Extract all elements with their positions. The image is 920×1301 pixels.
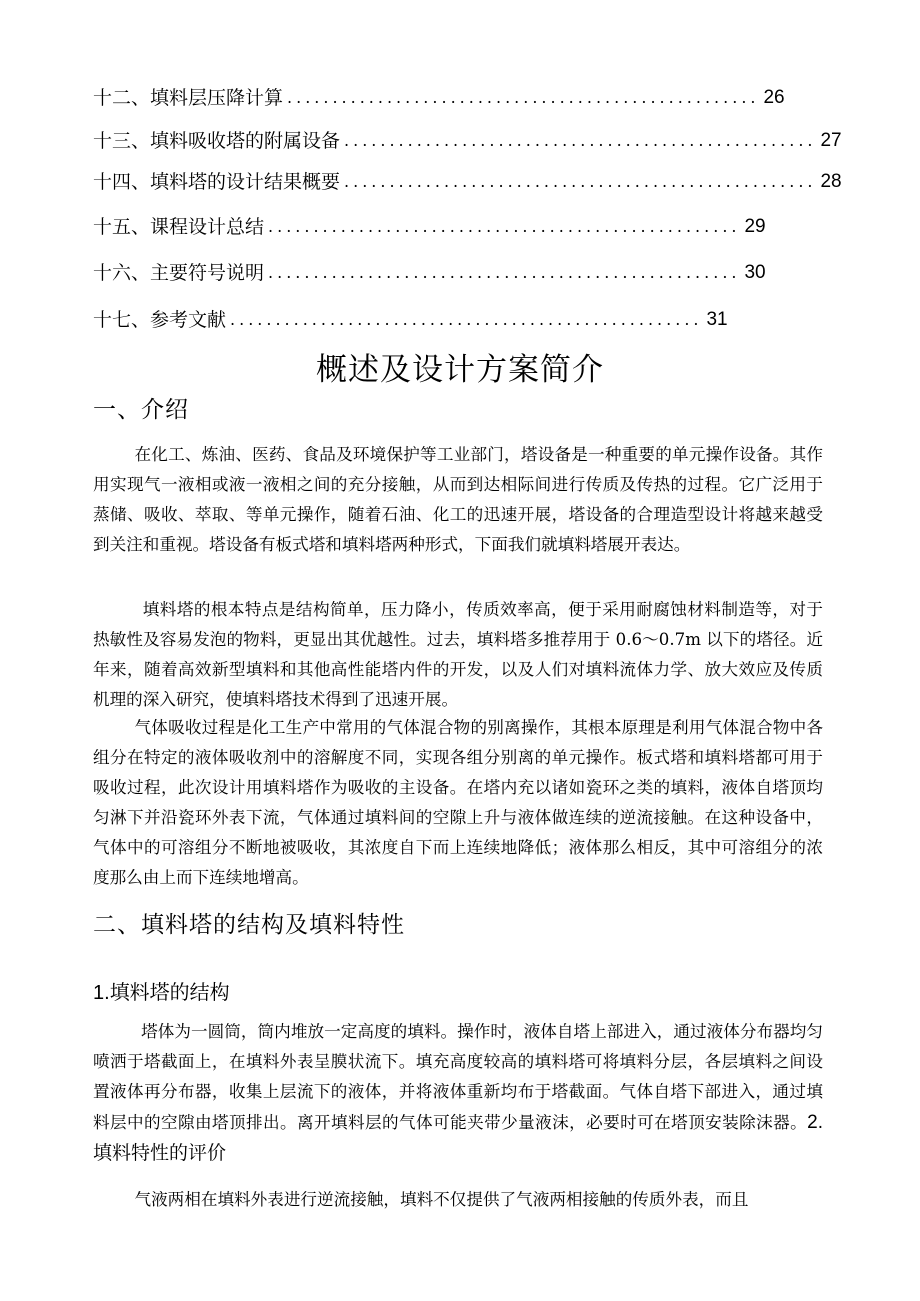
toc-entry[interactable]	[93, 123, 842, 153]
toc-leader-dots: ....................................................	[287, 88, 760, 107]
subsection-label: 填料特性的评价	[93, 1142, 227, 1164]
toc-entry-label: 十六、主要符号说明	[93, 262, 265, 284]
toc-leader-dots: ....................................................	[268, 217, 741, 236]
subsection-heading-structure	[93, 978, 230, 1007]
subsection-number: 2.	[807, 1112, 823, 1133]
paragraph	[93, 1017, 823, 1169]
paragraph-text: 气液两相在填料外表进行逆流接触，填料不仅提供了气液两相接触的传质外表，而且	[134, 1190, 749, 1209]
toc-entry-page: 29	[744, 216, 766, 237]
paragraph-text: 在化工、炼油、医药、食品及环境保护等工业部门，塔设备是一种重要的单元操作设备。其作用实现气一液相或液一液相之间的充分接触，从而到达相际间进行传质及传热的过程。它广泛用于蒸储、吸收、萃取、等单元操作，随着石油、化工的迅速开展，塔设备的合理造型设计将越来越受到关注和重视。塔设备有板式塔和填料塔两种形式，下面我们就填料塔展开表达。	[93, 445, 823, 554]
toc-entry-page: 26	[763, 87, 785, 108]
paragraph	[93, 595, 823, 715]
toc-entry-label: 十二、填料层压降计算	[93, 87, 284, 109]
toc-entry[interactable]	[93, 302, 728, 332]
toc-entry[interactable]	[93, 209, 766, 239]
toc-entry-label: 十四、填料塔的设计结果概要	[93, 171, 341, 193]
toc-entry-label: 十五、课程设计总结	[93, 216, 265, 238]
toc-leader-dots: ....................................................	[268, 263, 741, 282]
toc-leader-dots: ....................................................	[344, 131, 817, 150]
paragraph	[93, 440, 823, 560]
toc-entry-label: 十七、参考文献	[93, 309, 227, 331]
toc-entry-page: 30	[744, 262, 766, 283]
paragraph-text: 塔体为一圆筒，筒内堆放一定高度的填料。操作时，液体自塔上部进入，通过液体分布器均匀喷洒于塔截面上，在填料外表呈膜状流下。填充高度较高的填料塔可将填料分层，各层填料之间设置液体再分布器，收集上层流下的液体，并将液体重新均布于塔截面。气体自塔下部进入，通过填料层中的空隙由塔顶排出。离开填料层的气体可能夹带少量液沫，必要时可在塔顶安装除沫器。	[93, 1022, 823, 1132]
subsection-label: 填料塔的结构	[109, 980, 230, 1004]
paragraph-text: 填料塔的根本特点是结构简单，压力降小，传质效率高，便于采用耐腐蚀材料制造等，对于热敏性及容易发泡的物料，更显出其优越性。过去，填料塔多推荐用于 0.6～0.7m 以下的塔径。近年来，随着高效新型填料和其他高性能塔内件的开发，以及人们对填料流体力学、放大效应及传质机理的深入研究，使填料塔技术得到了迅速开展。	[93, 600, 823, 709]
toc-entry[interactable]	[93, 80, 785, 110]
toc-entry-label: 十三、填料吸收塔的附属设备	[93, 130, 341, 152]
paragraph	[93, 713, 823, 893]
paragraph	[93, 1185, 823, 1215]
toc-entry-page: 27	[820, 130, 842, 151]
toc-entry-page: 28	[820, 171, 842, 192]
section-heading-introduction: 一、介绍	[93, 397, 189, 423]
subsection-number: 1.	[93, 982, 110, 1004]
toc-entry[interactable]	[93, 164, 842, 194]
toc-leader-dots: ....................................................	[344, 172, 817, 191]
paragraph-text: 气体吸收过程是化工生产中常用的气体混合物的别离操作，其根本原理是利用气体混合物中各组分在特定的液体吸收剂中的溶解度不同，实现各组分别离的单元操作。板式塔和填料塔都可用于吸收过程，此次设计用填料塔作为吸收的主设备。在塔内充以诸如瓷环之类的填料，液体自塔顶均匀淋下并沿瓷环外表下流，气体通过填料间的空隙上升与液体做连续的逆流接触。在这种设备中，气体中的可溶组分不断地被吸收，其浓度自下而上连续地降低；液体那么相反，其中可溶组分的浓度那么由上而下连续地增高。	[93, 718, 823, 887]
page-title: 概述及设计方案简介	[316, 352, 604, 388]
toc-leader-dots: ....................................................	[230, 310, 703, 329]
toc-entry[interactable]	[93, 255, 766, 285]
section-heading-packed-tower: 二、填料塔的结构及填料特性	[93, 912, 405, 938]
toc-entry-page: 31	[706, 309, 728, 330]
